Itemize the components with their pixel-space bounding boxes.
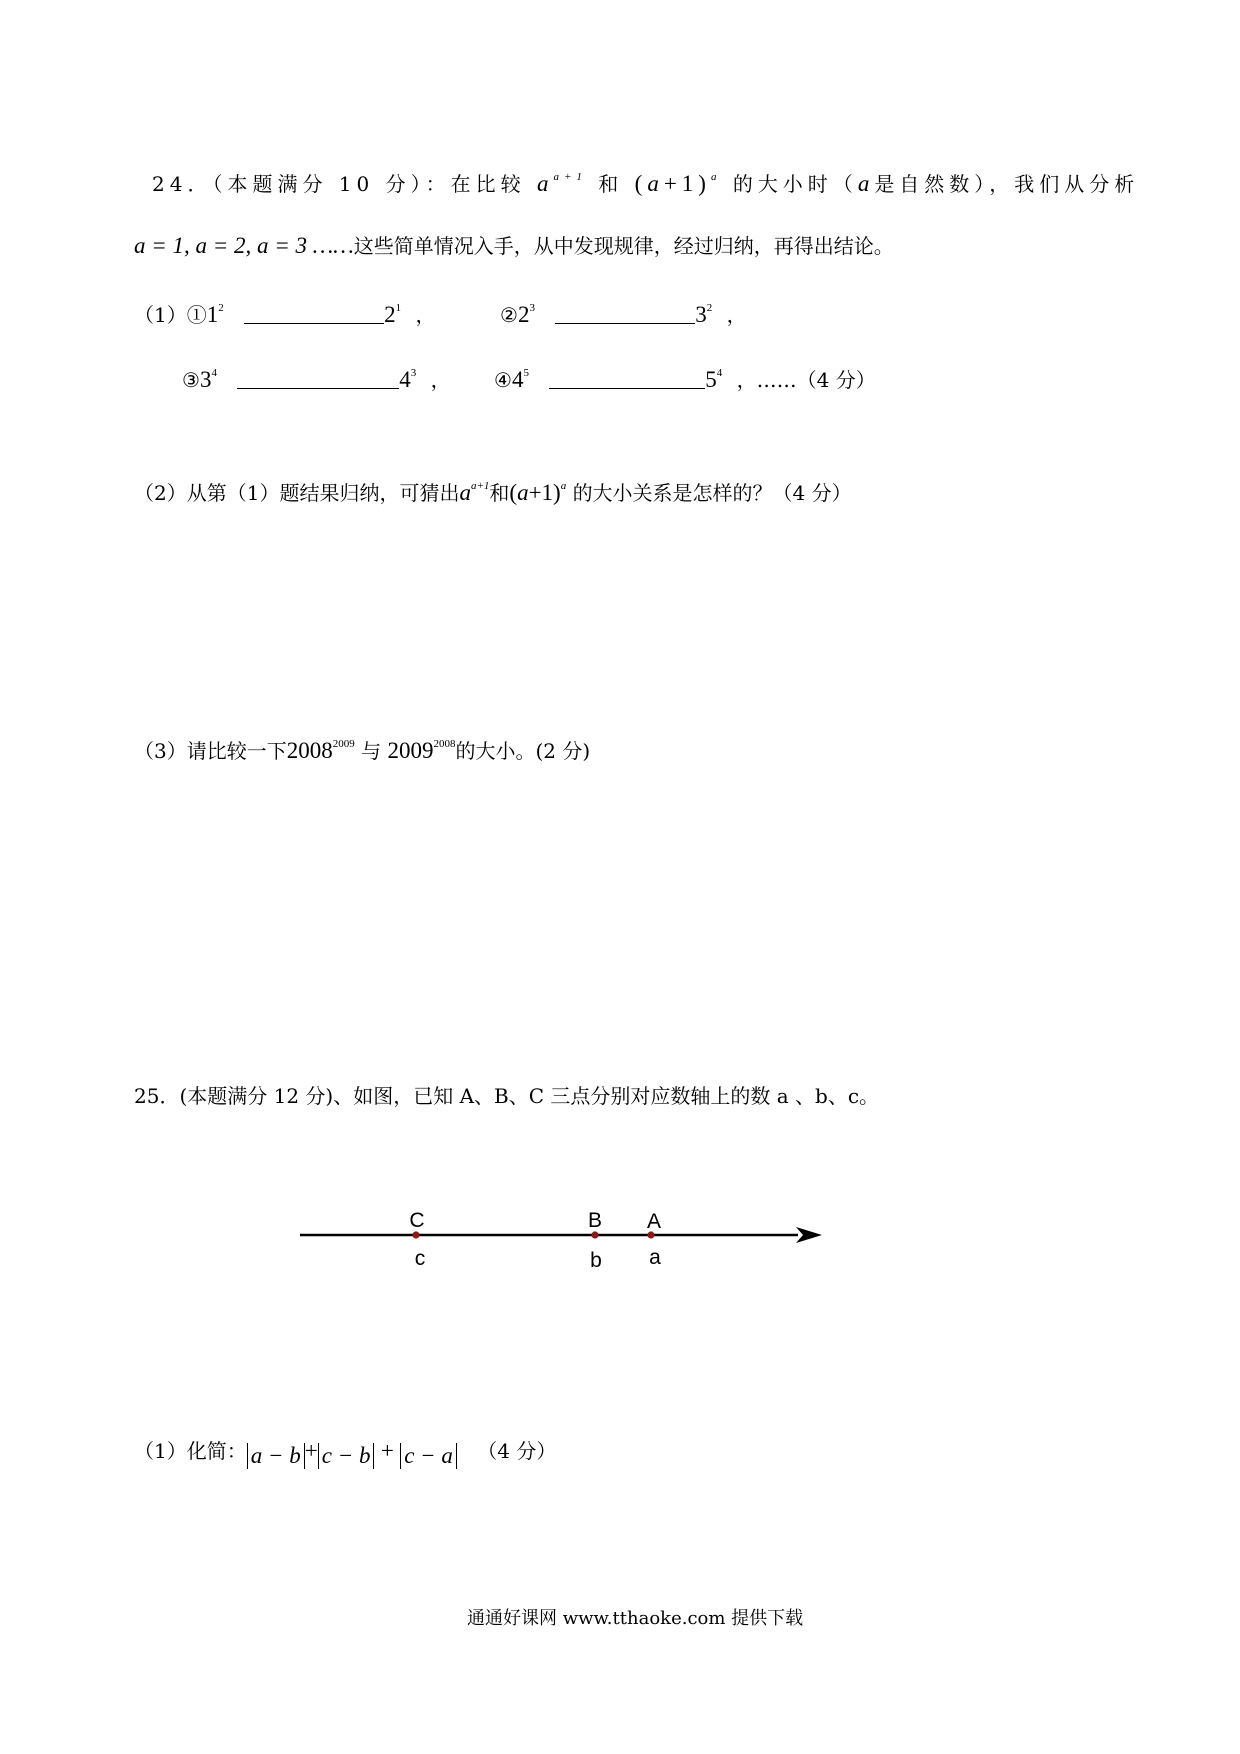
answer-blank-2[interactable]: [555, 305, 695, 324]
item-sep: ，: [726, 303, 747, 327]
answer-blank-1[interactable]: [244, 305, 384, 324]
item-sep: ，: [430, 368, 451, 392]
abs-a-minus-b: a − b: [247, 1443, 305, 1469]
q24-after: 的大小时（: [732, 172, 858, 196]
answer-blank-4[interactable]: [549, 370, 705, 389]
number-line-arrow: [796, 1227, 822, 1243]
q24-part3-label: （3）请比较一下: [134, 739, 287, 763]
point-c-dot: [412, 1231, 419, 1238]
q25-part1-label: （1）化简：: [134, 1439, 247, 1463]
q24-header: （本题满分 10 分）：在比较: [212, 172, 526, 196]
item-mark: ③: [182, 368, 200, 392]
page-footer: 通通好课网 www.tthaoke.com 提供下载: [467, 1608, 804, 1629]
point-b-dot: [591, 1231, 598, 1238]
q25-part1: （1）化简： a − b + c − b + c − a （4 分）: [134, 1438, 557, 1468]
label-b-lower: b: [590, 1249, 602, 1272]
q24-part1-item3: $③3^4$ $4^3$ ，: [182, 367, 451, 392]
q24-part1-score: （4 分）: [796, 368, 876, 392]
item-mark: ④: [494, 368, 512, 392]
q24-part1-item2: $②2^3$ $3^2$ ，: [500, 302, 747, 327]
abs-c-minus-a: c − a: [400, 1443, 457, 1469]
q25-intro: 25．(本题满分 12 分)、如图，已知 A、B、C 三点分别对应数轴上的数 a 、b、c。: [134, 1084, 880, 1108]
item-sep: ，: [415, 303, 436, 327]
q24-part3: （3）请比较一下$2008^{2009}$ 与 $2009^{2008}$的大小。(2 分): [134, 738, 591, 763]
abs-c-minus-b: c − b: [318, 1443, 375, 1469]
q24-part2-label: （2）从第（1）题结果归纳，可猜出: [134, 481, 460, 505]
answer-blank-3[interactable]: [237, 370, 399, 389]
q24-line2: [134, 234, 894, 257]
label-a-lower: a: [649, 1246, 661, 1269]
q24-part3-rest: 的大小。(2 分): [455, 739, 591, 763]
item-mark: ②: [500, 303, 518, 327]
q24-line1: [152, 172, 1139, 195]
q25-part1-score: （4 分）: [477, 1439, 557, 1463]
label-c-lower: c: [414, 1247, 426, 1270]
item-sep: ，……: [736, 368, 797, 392]
label-a-upper: A: [646, 1210, 662, 1233]
q24-and: 和: [598, 172, 624, 196]
item-mark: ①: [186, 303, 207, 327]
expr-a-pow-a-plus-1: $a^{a+1}$: [536, 171, 587, 196]
q24-part1-item4: $④4^5$ $5^4$ ，……（4 分）: [494, 367, 876, 392]
expr-a-plus-1-pow-a: $(a+1)^a$: [634, 171, 722, 196]
number-line-figure: [290, 1200, 830, 1300]
q24-natural: 是自然数），我们从分析: [874, 172, 1140, 196]
q24-part1-label: （1）: [134, 303, 187, 327]
q24-part2: （2）从第（1）题结果归纳，可猜出$a^{a+1}$和$(a+1)^a$ 的大小关系是怎样的？（4 分）: [134, 480, 852, 505]
q24-cases: a = 1, a = 2, a = 3 ……: [134, 233, 354, 258]
q24-part1-row1: $(1)①1^2$ $2^1$ ，: [134, 302, 436, 327]
q24-a-var: a: [857, 171, 875, 196]
q24-number: 24．: [152, 172, 213, 196]
q24-intro-rest: 这些简单情况入手，从中发现规律，经过归纳，再得出结论。: [353, 234, 894, 258]
q24-part2-rest: 的大小关系是怎样的？（4 分）: [572, 481, 852, 505]
label-b-upper: B: [587, 1209, 603, 1232]
label-c-upper: C: [409, 1209, 425, 1232]
